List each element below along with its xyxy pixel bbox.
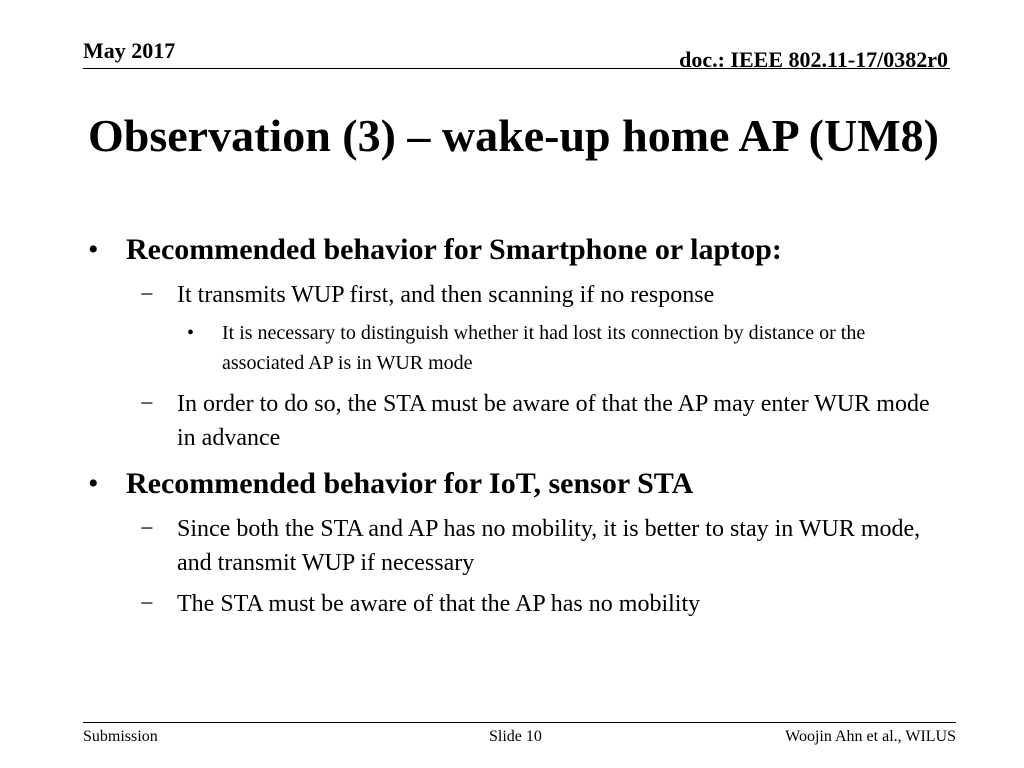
bullet-1-sub-1 — [140, 278, 940, 312]
bullet-1-sub-1-detail — [187, 318, 907, 378]
header-doc-id: doc.: IEEE 802.11-17/0382r0 — [679, 47, 948, 72]
header-rule — [83, 68, 950, 69]
bullet-2-sub-1-text: Since both the STA and AP has no mobility, it is better to stay in WUR mode, and transmit WUP if necessary — [177, 516, 921, 576]
bullet-1-sub-1-marker: − — [140, 282, 154, 308]
header-date: May 2017 — [83, 38, 176, 63]
bullet-1-sub-1-detail-marker: • — [187, 322, 195, 344]
bullet-2-marker: • — [88, 467, 99, 500]
slide-title: Observation (3) – wake-up home AP (UM8) — [88, 110, 939, 161]
footer-rule — [83, 722, 956, 723]
bullet-2-sub-1 — [140, 512, 940, 580]
bullet-1-text: Recommended behavior for Smartphone or laptop: — [126, 233, 782, 266]
bullet-2-text: Recommended behavior for IoT, sensor STA — [126, 467, 694, 500]
footer-slide-number: Slide 10 — [489, 728, 542, 745]
bullet-1-sub-2 — [140, 387, 940, 455]
bullet-1-sub-1-detail-text: It is necessary to distinguish whether it had lost its connection by distance or the associated AP is in WUR mode — [222, 322, 866, 374]
bullet-1-sub-2-text: In order to do so, the STA must be aware of that the AP may enter WUR mode in advance — [177, 391, 930, 451]
bullet-2-sub-1-marker: − — [140, 516, 154, 542]
bullet-2-sub-2-marker: − — [140, 591, 154, 617]
bullet-1-marker: • — [88, 233, 99, 266]
footer-submission: Submission — [83, 728, 158, 745]
bullet-1-sub-2-marker: − — [140, 391, 154, 417]
bullet-2-sub-2 — [140, 587, 940, 621]
bullet-2-sub-2-text: The STA must be aware of that the AP has no mobility — [177, 591, 701, 617]
bullet-1-sub-1-text: It transmits WUP first, and then scanning if no response — [177, 282, 715, 308]
footer-author: Woojin Ahn et al., WILUS — [785, 728, 956, 745]
